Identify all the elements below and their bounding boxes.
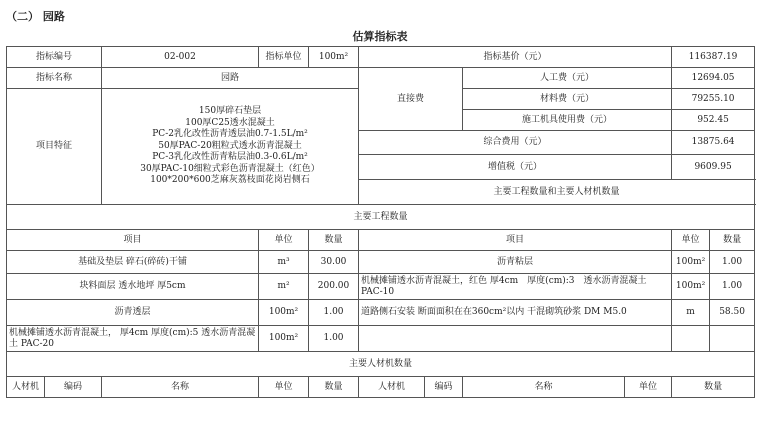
feature-label: 项目特征 [7,89,102,205]
feature-line: PC-3乳化改性沥青粘层油0.3-0.6L/m² [152,152,308,163]
table-row [7,300,755,326]
qty-unit-cell: 100m² [672,251,710,274]
overhead-label: 综合费用（元） [359,131,672,155]
feature-line: 150厚碎石垫层 [198,106,262,117]
lcm-header-code-right: 编码 [425,377,463,398]
labor-label: 人工费（元） [463,68,672,89]
table-row [7,274,755,300]
feature-list [102,89,359,205]
overhead-value: 13875.64 [672,131,755,155]
lcm-header-qty-left: 数量 [309,377,359,398]
qty-value-cell [710,326,755,352]
vat-label: 增值税（元） [359,155,672,180]
table-row [7,326,755,352]
qty-unit-cell: 100m² [672,274,710,300]
qty-value-cell: 1.00 [710,251,755,274]
qty-header-row [7,230,755,251]
table-row [7,251,755,274]
lcm-header-name-left: 名称 [102,377,259,398]
qty-value-cell: 1.00 [309,326,359,352]
qty-value-cell: 30.00 [309,251,359,274]
feature-line: 100厚C25透水混凝土 [185,117,275,128]
qty-section-row [7,205,755,230]
lcm-header-name-right: 名称 [463,377,625,398]
name-value: 园路 [102,68,359,89]
qty-value-cell: 200.00 [309,274,359,300]
vat-value: 9609.95 [672,155,755,180]
qty-header-qty-left: 数量 [309,230,359,251]
qty-unit-cell: m² [259,274,309,300]
qty-value-cell: 1.00 [309,300,359,326]
unit-label: 指标单位 [259,47,309,68]
estimate-index-table [6,46,755,398]
qty-header-unit-left: 单位 [259,230,309,251]
section-heading: （二） 园路 [6,10,65,23]
qty-item-cell: 沥青透层 [7,300,259,326]
qty-item-cell [359,326,672,352]
unit-value: 100m² [309,47,359,68]
qty-header-unit-right: 单位 [672,230,710,251]
qty-item-cell: 机械摊铺透水沥青混凝土，红色 厚4cm 厚度(cm):3 透水沥青混凝土 PAC-10 [359,274,672,300]
table-title: 估算指标表 [352,30,408,43]
qty-item-cell: 基础及垫层 碎石(碎砖)干铺 [7,251,259,274]
lcm-header-code-left: 编码 [45,377,102,398]
lcm-header-unit-left: 单位 [259,377,309,398]
lcm-header-unit-right: 单位 [625,377,672,398]
code-label: 指标编号 [7,47,102,68]
info-row-1 [7,47,755,68]
lcm-header-type-left: 人材机 [7,377,45,398]
lcm-header-qty-right: 数量 [672,377,755,398]
info-row-2 [7,68,755,89]
labor-value: 12694.05 [672,68,755,89]
qty-unit-cell: 100m² [259,300,309,326]
qty-item-cell: 沥青粘层 [359,251,672,274]
qty-value-cell: 58.50 [710,300,755,326]
lcm-header-row [7,377,755,398]
qty-item-cell: 道路侧石安装 断面面积在在360cm²以内 干混砌筑砂浆 DM M5.0 [359,300,672,326]
qty-unit-cell [672,326,710,352]
code-value: 02-002 [102,47,259,68]
qty-unit-cell: m³ [259,251,309,274]
qty-item-cell: 机械摊铺透水沥青混凝土， 厚4cm 厚度(cm):5 透水沥青混凝土 PAC-20 [7,326,259,352]
qty-header-item-right: 项目 [359,230,672,251]
machine-value: 952.45 [672,110,755,131]
machine-label: 施工机具使用费（元） [463,110,672,131]
qty-header-item-left: 项目 [7,230,259,251]
feature-line: 30厚PAC-10细粒式彩色沥青混凝土（红色） [140,163,320,174]
feature-line: 100*200*600芝麻灰荔枝面花岗岩侧石 [150,175,310,186]
qty-unit-cell: m [672,300,710,326]
main-section-title: 主要工程数量和主要人材机数量 [359,180,755,205]
qty-value-cell: 1.00 [710,274,755,300]
qty-section-title: 主要工程数量 [7,205,755,230]
material-label: 材料费（元） [463,89,672,110]
qty-unit-cell: 100m² [259,326,309,352]
feature-line: PC-2乳化改性沥青透层油0.7-1.5L/m² [152,129,308,140]
material-value: 79255.10 [672,89,755,110]
qty-header-qty-right: 数量 [710,230,755,251]
lcm-section-title: 主要人材机数量 [7,352,755,377]
lcm-header-type-right: 人材机 [359,377,425,398]
qty-item-cell: 块料面层 透水地坪 厚5cm [7,274,259,300]
name-label: 指标名称 [7,68,102,89]
lcm-section-row [7,352,755,377]
direct-cost-label: 直接费 [359,68,463,131]
base-price-value: 116387.19 [672,47,755,68]
base-price-label: 指标基价（元） [359,47,672,68]
feature-line: 50厚PAC-20粗粒式透水沥青混凝土 [158,140,302,151]
